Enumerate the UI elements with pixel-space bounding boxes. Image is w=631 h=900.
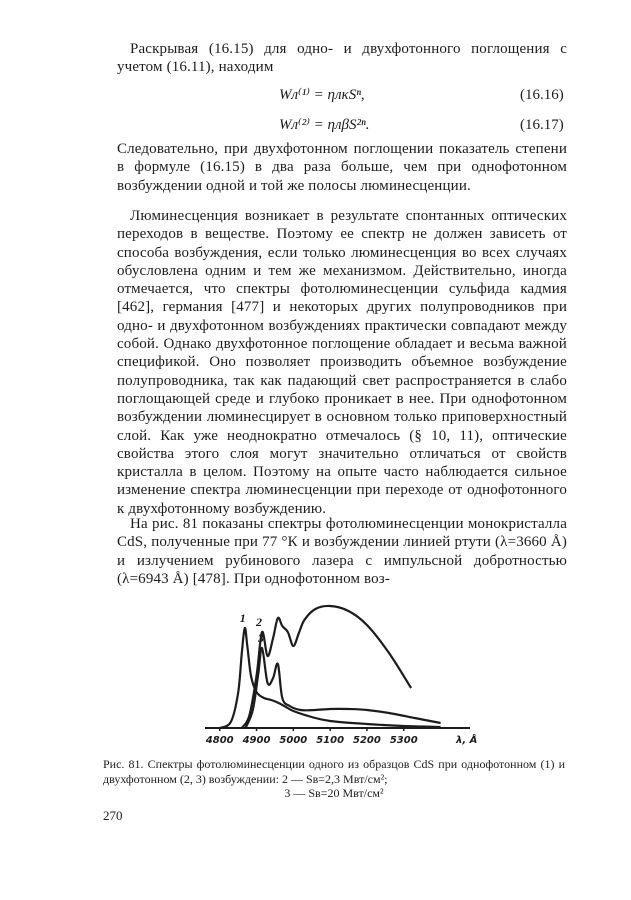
x-tick-label-5: 5300 [389, 735, 418, 746]
paragraph-conclusion: Следовательно, при двухфотонном поглощении показатель степени в формуле (16.15) в два раза больше, чем при однофотонном возбуждении одной и той же полосы люминесценции. [117, 141, 567, 194]
x-tick-label-0: 4800 [205, 735, 234, 746]
equation-16-17: Wл⁽²⁾ = ηлβS²ⁿ. [279, 117, 370, 133]
figure-caption-text: Рис. 81. Спектры фотолюминесценции одного из образцов CdS при однофотонном (1) и двухфотонном (2, 3) возбуждении: 2 — Sв=2,3 Мвт/см²; [103, 757, 565, 786]
page-number: 270 [103, 808, 123, 823]
x-tick-label-4: 5200 [353, 735, 381, 746]
paragraph-luminescence: Люминесценция возникает в результате спонтанных оптических переходов в веществе. Поэтому ее спектр не должен зависеть от способа возбуждения, если только люминесценция во всех случаях обусловлена одним и тем же механизмом. Действительно, иногда отмечается, что спектры фотолюминесценции сульфида кадмия [462], германия [477] и некоторых других полупроводников при одно- и двухфотонном возбуждениях практически совпадают между собой. Однако двухфотонное поглощение обладает и весьма важной спецификой. Оно позволяет производить объемное возбуждение полупроводника, так как падающий свет распространяется в слабо поглощающей среде и глубоко проникает в нее. При однофотонном возбуждении люминесцирует в основном только приповерхностный слой. Как уже неоднократно отмечалось (§ 10, 11), оптические свойства этого слоя могут значительно отличаться от свойств кристалла в целом. Поэтому на опыте часто наблюдается сильное изменение спектра люминесценции при переходе от однофотонного к двухфотонному возбуждению. [117, 208, 567, 517]
x-tick-label-3: 5100 [316, 735, 345, 746]
photoluminescence-spectra-chart [195, 590, 478, 750]
equation-number-16-17: (16.17) [520, 117, 564, 133]
series-line-3 [246, 648, 441, 728]
figure-caption-line3: 3 — Sв=20 Мвт/см² [284, 786, 384, 800]
paragraph-figure-reference: На рис. 81 показаны спектры фотолюминесценции монокристалла CdS, полученные при 77 °К и возбуждении линией ртути (λ=3660 Å) и излучением рубинового лазера с импульсной добротностью (λ=6943 Å) [478]. При однофотонном воз- [117, 516, 567, 587]
x-axis-label: λ, Å [456, 735, 478, 746]
figure-caption [103, 757, 565, 801]
equation-number-16-16: (16.16) [520, 87, 564, 103]
x-tick-label-2: 5000 [279, 735, 308, 746]
paragraph-intro: Раскрывая (16.15) для одно- и двухфотонного поглощения с учетом (16.11), находим [117, 41, 567, 76]
curve-label-2: 2 [256, 615, 263, 629]
curve-label-1: 1 [239, 611, 246, 625]
equation-16-16: Wл⁽¹⁾ = ηлκSⁿ, [279, 87, 365, 103]
curve-label-3: 3 [258, 631, 265, 645]
x-tick-label-1: 4900 [242, 735, 271, 746]
